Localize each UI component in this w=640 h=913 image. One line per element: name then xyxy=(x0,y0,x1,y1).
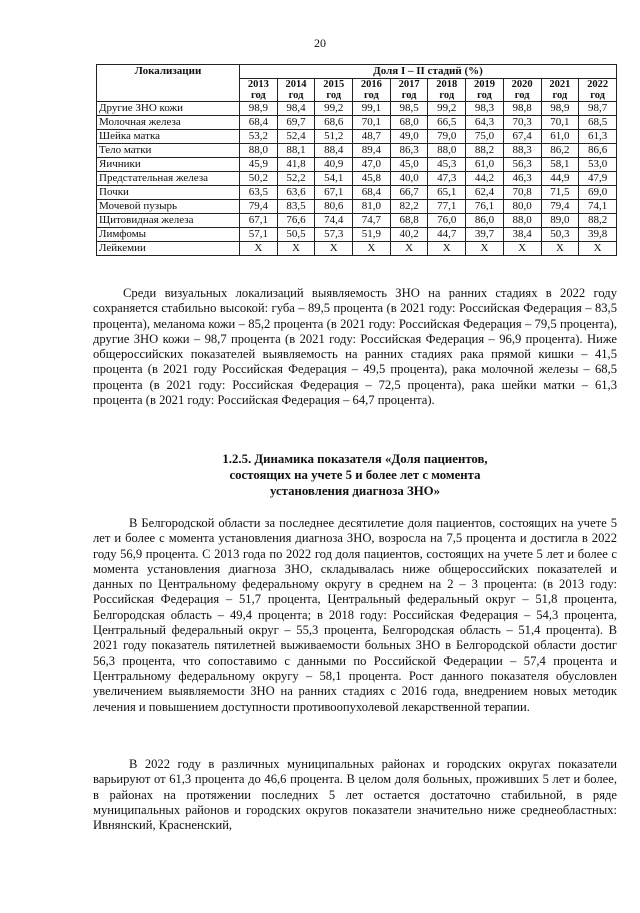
table-cell-value: Х xyxy=(541,242,579,256)
table-cell-value: 75,0 xyxy=(466,130,504,144)
table-cell-value: 46,3 xyxy=(503,172,541,186)
table-cell-value: 81,0 xyxy=(353,200,391,214)
table-cell-value: 76,1 xyxy=(466,200,504,214)
table-cell-value: 61,3 xyxy=(579,130,617,144)
header-stage-share: Доля I – II стадий (%) xyxy=(240,65,617,79)
table-cell-value: 61,0 xyxy=(541,130,579,144)
header-year xyxy=(428,79,466,102)
header-year xyxy=(579,79,617,102)
table-cell-value: 49,0 xyxy=(390,130,428,144)
table-row xyxy=(97,228,617,242)
table-cell-value: 74,7 xyxy=(353,214,391,228)
table-cell-value: 98,9 xyxy=(240,102,278,116)
table-cell-value: 79,4 xyxy=(240,200,278,214)
table-cell-value: 86,0 xyxy=(466,214,504,228)
year-number: 2022 xyxy=(587,79,609,90)
row-localization-name: Почки xyxy=(97,186,240,200)
table-cell-value: 88,0 xyxy=(503,214,541,228)
table-row xyxy=(97,130,617,144)
table-cell-value: 70,8 xyxy=(503,186,541,200)
table-cell-value: 61,0 xyxy=(466,158,504,172)
table-cell-value: 88,3 xyxy=(503,144,541,158)
table-row xyxy=(97,200,617,214)
paragraph-municipal-districts: В 2022 году в различных муниципальных районах и городских округах показатели варьируют от 61,3 процента до 46,6 процента. В целом доля больных, проживших 5 лет и более, в районах на протяжении последних 5 лет остается достаточно стабильной, в ряде муниципальных районов и городских округов показатели значительно ниже среднеобластных: Ивнянский, Красненский, xyxy=(93,757,617,833)
table-cell-value: 98,9 xyxy=(541,102,579,116)
table-cell-value: 40,9 xyxy=(315,158,353,172)
header-year xyxy=(466,79,504,102)
table-cell-value: 68,4 xyxy=(240,116,278,130)
table-cell-value: 54,1 xyxy=(315,172,353,186)
year-suffix: год xyxy=(439,90,455,101)
year-suffix: год xyxy=(288,90,304,101)
table-cell-value: 98,8 xyxy=(503,102,541,116)
table-cell-value: 69,0 xyxy=(579,186,617,200)
section-heading xyxy=(93,451,617,499)
table-cell-value: Х xyxy=(315,242,353,256)
table-cell-value: Х xyxy=(277,242,315,256)
table-cell-value: Х xyxy=(390,242,428,256)
row-localization-name: Молочная железа xyxy=(97,116,240,130)
paragraph-visual-localizations: Среди визуальных локализаций выявляемость ЗНО на ранних стадиях в 2022 году сохраняется стабильно высокой: губа – 89,5 процента (в 2021 году: Российская Федерация – 83,5 процента), меланома кожи – 85,2 процента (в 2021 году: Российская Федерация – 79,5 процента), другие ЗНО кожи – 98,7 процента (в 2021 году: Российская Федерация – 96,9 процента). Ниже общероссийских показателей выявляемость на ранних стадиях рака прямой кишки – 41,5 процента (в 2021 году Российская Федерация – 49,5 процента), рака молочной железы – 68,5 процента (в 2021 году: Российская Федерация – 72,5 процента), рака шейки матки – 61,3 процента (в 2021 году: Российская Федерация – 64,7 процента). xyxy=(93,286,617,408)
table-cell-value: Х xyxy=(579,242,617,256)
table-cell-value: 44,2 xyxy=(466,172,504,186)
table-cell-value: 74,4 xyxy=(315,214,353,228)
table-row xyxy=(97,116,617,130)
table-cell-value: 56,3 xyxy=(503,158,541,172)
table-cell-value: 68,5 xyxy=(579,116,617,130)
table-cell-value: 40,0 xyxy=(390,172,428,186)
row-localization-name: Шейка матка xyxy=(97,130,240,144)
heading-line-3: установления диагноза ЗНО» xyxy=(269,484,441,498)
table-row xyxy=(97,158,617,172)
page-number: 20 xyxy=(314,36,326,50)
year-number: 2020 xyxy=(511,79,533,90)
row-localization-name: Тело матки xyxy=(97,144,240,158)
table-row xyxy=(97,102,617,116)
table-cell-value: 51,9 xyxy=(353,228,391,242)
table-cell-value: 44,9 xyxy=(541,172,579,186)
table-cell-value: 57,3 xyxy=(315,228,353,242)
table-cell-value: 77,1 xyxy=(428,200,466,214)
table-cell-value: 70,1 xyxy=(353,116,391,130)
table-cell-value: 39,7 xyxy=(466,228,504,242)
row-localization-name: Мочевой пузырь xyxy=(97,200,240,214)
year-number: 2015 xyxy=(323,79,345,90)
header-localization: Локализации xyxy=(97,65,240,102)
header-year xyxy=(353,79,391,102)
table-cell-value: 88,1 xyxy=(277,144,315,158)
table-cell-value: 45,8 xyxy=(353,172,391,186)
paragraph-belgorod-dynamics: В Белгородской области за последнее десятилетие доля пациентов, состоящих на учете 5 лет и более с момента установления диагноза ЗНО, возросла на 7,5 процента и достигла в 2022 году 56,9 процента. С 2013 года по 2022 год доля пациентов, состоящих на учете 5 лет и более с момента установления диагноза ЗНО, складывалась ниже общероссийских показателей и данных по Центральному федеральному округу в среднем на 2 – 3 процента: (в 2013 году: Российская Федерация – 51,7 процента, Центральный федеральный округ – 51,8 процента, Белгородская область – 49,4 процента; в 2018 году: Российская Федерация – 54,3 процента, Центральный федеральный округ – 55,3 процента, Белгородская область – 51,4 процента). В 2021 году показатель пятилетней выживаемости больных ЗНО в Белгородской области достиг 56,3 процента, что сопоставимо с данными по Российской Федерации – 57,4 процента и Центральному федеральному округу – 58,1 процента. Рост данного показателя обусловлен увеличением выявляемости ЗНО на ранних стадиях с 2016 года, внедрением новых методик лечения и повышением доступности противоопухолевой лекарственной терапии. xyxy=(93,516,617,714)
table-cell-value: 51,2 xyxy=(315,130,353,144)
year-number: 2019 xyxy=(473,79,495,90)
table-cell-value: 98,4 xyxy=(277,102,315,116)
table-cell-value: 70,1 xyxy=(541,116,579,130)
table-cell-value: 67,1 xyxy=(240,214,278,228)
table-cell-value: 86,6 xyxy=(579,144,617,158)
year-number: 2018 xyxy=(436,79,458,90)
table-cell-value: 62,4 xyxy=(466,186,504,200)
table-cell-value: 50,2 xyxy=(240,172,278,186)
year-number: 2016 xyxy=(360,79,382,90)
year-suffix: год xyxy=(590,90,605,101)
year-suffix: год xyxy=(250,90,266,101)
header-year xyxy=(315,79,353,102)
table-cell-value: 71,5 xyxy=(541,186,579,200)
table-cell-value: 47,3 xyxy=(428,172,466,186)
row-localization-name: Предстательная железа xyxy=(97,172,240,186)
table-cell-value: 79,0 xyxy=(428,130,466,144)
table-cell-value: 67,4 xyxy=(503,130,541,144)
year-suffix: год xyxy=(552,90,568,101)
table-cell-value: 47,0 xyxy=(353,158,391,172)
table-cell-value: 53,2 xyxy=(240,130,278,144)
table-row xyxy=(97,214,617,228)
table-cell-value: 57,1 xyxy=(240,228,278,242)
table-cell-value: 47,9 xyxy=(579,172,617,186)
table-cell-value: 52,4 xyxy=(277,130,315,144)
table-cell-value: 98,3 xyxy=(466,102,504,116)
table-cell-value: 41,8 xyxy=(277,158,315,172)
table-cell-value: 67,1 xyxy=(315,186,353,200)
table-cell-value: 65,1 xyxy=(428,186,466,200)
year-suffix: год xyxy=(477,90,492,101)
year-suffix: год xyxy=(401,90,417,101)
year-number: 2014 xyxy=(285,79,307,90)
table-cell-value: 99,1 xyxy=(353,102,391,116)
table-cell-value: 64,3 xyxy=(466,116,504,130)
table-cell-value: 50,3 xyxy=(541,228,579,242)
row-localization-name: Яичники xyxy=(97,158,240,172)
table-cell-value: 38,4 xyxy=(503,228,541,242)
table-cell-value: 80,0 xyxy=(503,200,541,214)
table-cell-value: 63,5 xyxy=(240,186,278,200)
year-number: 2021 xyxy=(549,79,571,90)
table-cell-value: 88,2 xyxy=(466,144,504,158)
table-cell-value: 76,6 xyxy=(277,214,315,228)
year-number: 2017 xyxy=(398,79,420,90)
header-year xyxy=(277,79,315,102)
table-cell-value: 80,6 xyxy=(315,200,353,214)
table-cell-value: 98,7 xyxy=(579,102,617,116)
table-cell-value: 68,4 xyxy=(353,186,391,200)
heading-line-1: 1.2.5. Динамика показателя «Доля пациентов, xyxy=(222,452,488,466)
table-cell-value: Х xyxy=(503,242,541,256)
table-cell-value: 50,5 xyxy=(277,228,315,242)
table-cell-value: 66,7 xyxy=(390,186,428,200)
header-year xyxy=(390,79,428,102)
table-cell-value: 76,0 xyxy=(428,214,466,228)
table-cell-value: 86,2 xyxy=(541,144,579,158)
localization-table xyxy=(96,64,617,256)
table-cell-value: 45,0 xyxy=(390,158,428,172)
table-cell-value: 70,3 xyxy=(503,116,541,130)
table-cell-value: 68,6 xyxy=(315,116,353,130)
heading-line-2: состоящих на учете 5 и более лет с момента xyxy=(229,468,481,482)
row-localization-name: Лейкемии xyxy=(97,242,240,256)
table-cell-value: 52,2 xyxy=(277,172,315,186)
table-cell-value: 88,0 xyxy=(428,144,466,158)
table-cell-value: 45,9 xyxy=(240,158,278,172)
table-cell-value: Х xyxy=(428,242,466,256)
table-cell-value: 39,8 xyxy=(579,228,617,242)
row-localization-name: Лимфомы xyxy=(97,228,240,242)
table-cell-value: 69,7 xyxy=(277,116,315,130)
table-cell-value: 86,3 xyxy=(390,144,428,158)
row-localization-name: Щитовидная железа xyxy=(97,214,240,228)
table-cell-value: 45,3 xyxy=(428,158,466,172)
year-number: 2013 xyxy=(247,79,269,90)
table-cell-value: 83,5 xyxy=(277,200,315,214)
row-localization-name: Другие ЗНО кожи xyxy=(97,102,240,116)
year-suffix: год xyxy=(326,90,342,101)
table-cell-value: Х xyxy=(466,242,504,256)
table-cell-value: 53,0 xyxy=(579,158,617,172)
table-cell-value: 58,1 xyxy=(541,158,579,172)
table-cell-value: 44,7 xyxy=(428,228,466,242)
table-cell-value: 82,2 xyxy=(390,200,428,214)
table-cell-value: 66,5 xyxy=(428,116,466,130)
header-year xyxy=(240,79,278,102)
table-cell-value: 98,5 xyxy=(390,102,428,116)
table-cell-value: 89,4 xyxy=(353,144,391,158)
year-suffix: год xyxy=(364,90,379,101)
table-cell-value: 88,0 xyxy=(240,144,278,158)
table-cell-value: 68,0 xyxy=(390,116,428,130)
table-row xyxy=(97,172,617,186)
table-row xyxy=(97,186,617,200)
table-cell-value: 99,2 xyxy=(428,102,466,116)
table-cell-value: 89,0 xyxy=(541,214,579,228)
table-cell-value: 99,2 xyxy=(315,102,353,116)
table-cell-value: 79,4 xyxy=(541,200,579,214)
header-year xyxy=(541,79,579,102)
table-cell-value: 74,1 xyxy=(579,200,617,214)
table-cell-value: 68,8 xyxy=(390,214,428,228)
table-row xyxy=(97,144,617,158)
year-suffix: год xyxy=(514,90,530,101)
table-cell-value: 63,6 xyxy=(277,186,315,200)
table-cell-value: 48,7 xyxy=(353,130,391,144)
table-row xyxy=(97,242,617,256)
table-cell-value: 40,2 xyxy=(390,228,428,242)
header-year xyxy=(503,79,541,102)
table-cell-value: Х xyxy=(353,242,391,256)
table-cell-value: 88,4 xyxy=(315,144,353,158)
table-cell-value: Х xyxy=(240,242,278,256)
table-cell-value: 88,2 xyxy=(579,214,617,228)
